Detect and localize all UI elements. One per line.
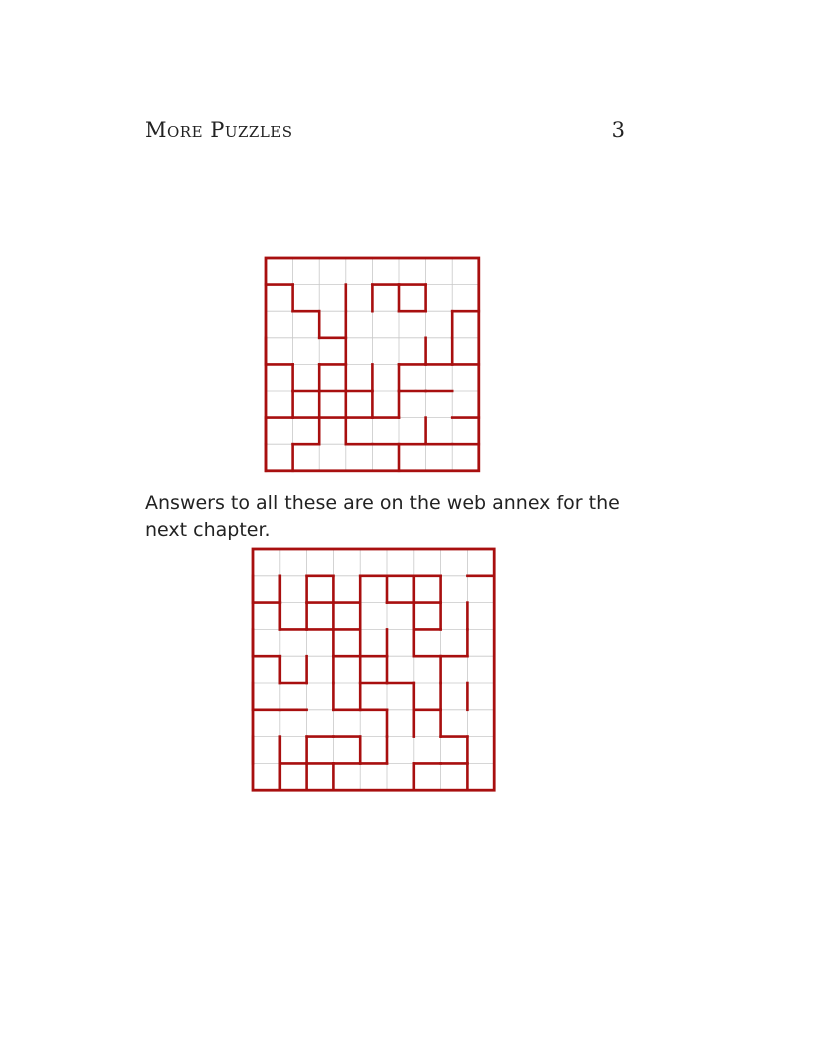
page-number: 3	[611, 118, 625, 142]
running-head	[145, 118, 625, 148]
puzzle-grid-2	[251, 547, 496, 792]
running-title: More Puzzles	[145, 118, 293, 142]
puzzle-border	[253, 549, 494, 790]
puzzle-grid-1	[264, 256, 482, 474]
caption-text: Answers to all these are on the web annex for the next chapter.	[145, 492, 620, 541]
